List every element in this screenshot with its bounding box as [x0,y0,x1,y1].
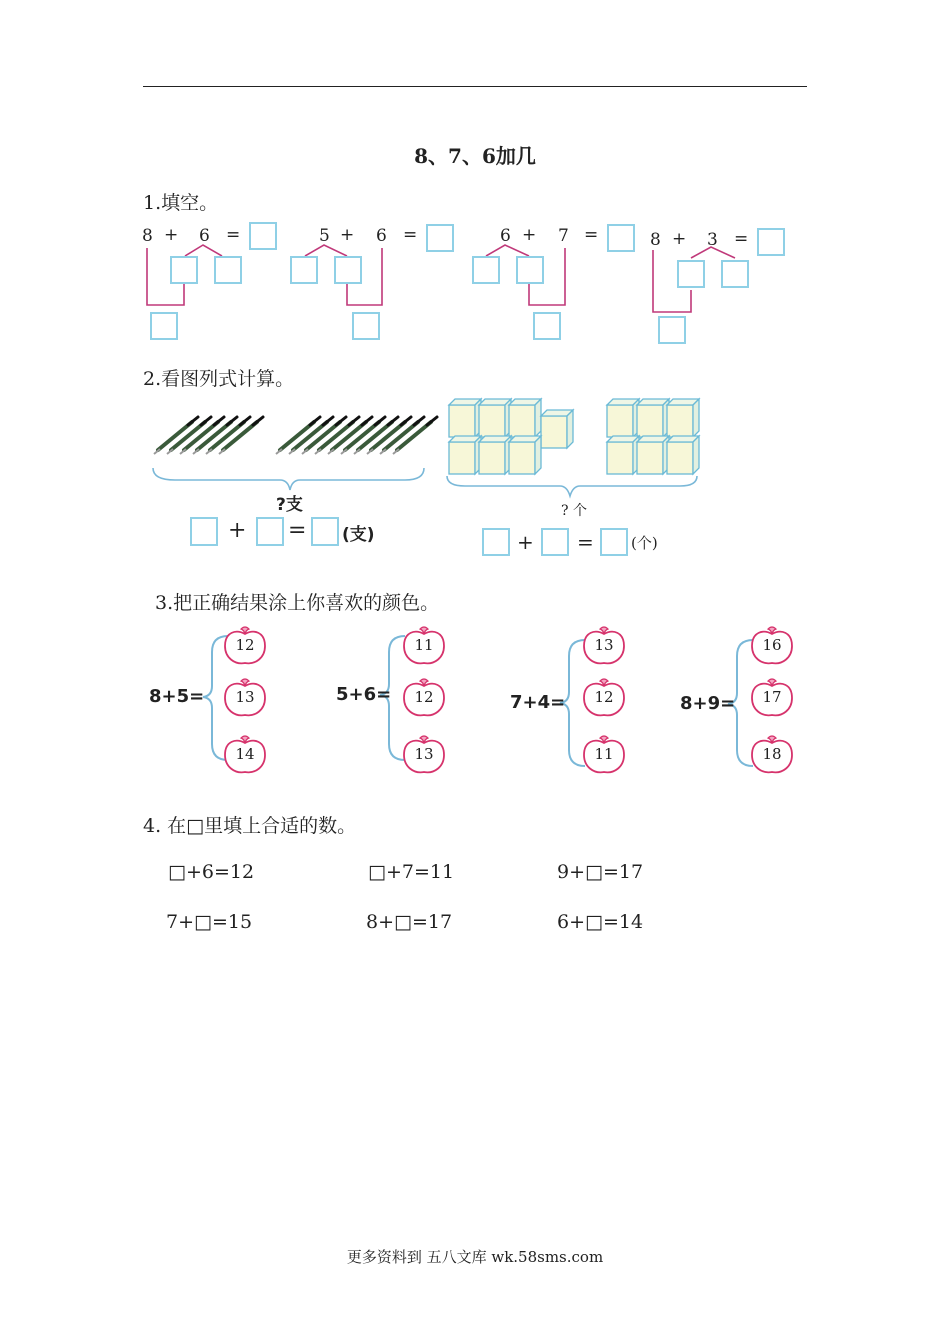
q4-equation-3: 9+□=17 [557,861,644,883]
q1-item3-op: + [522,225,537,245]
q3-apple-option[interactable] [222,676,268,718]
q1-item4-a: 8 [650,230,661,250]
q1-item4-eq: = [734,229,749,249]
q1-item4-answer-box[interactable] [757,228,785,256]
q1-item3-split-box-left[interactable] [472,256,500,284]
q1-item4-split-box-right[interactable] [721,260,749,288]
page-title: 8、7、6加几 [414,144,536,168]
q1-item1-op: + [164,225,179,245]
q3-apple-number: 12 [235,636,255,654]
q3-apple-option[interactable] [581,733,627,775]
q1-item3-answer-box[interactable] [607,224,635,252]
q3-expression-3: 7+4= [510,692,566,713]
q1-item4-b: 3 [707,230,718,250]
q2-right-unit: (个) [631,534,658,552]
q3-apple-number: 13 [594,636,614,654]
q3-apple-number: 13 [414,745,434,763]
pen-group-left [154,417,263,454]
q1-item1-eq: = [226,225,241,245]
q4-equation-1: □+6=12 [168,861,255,883]
q1-item3-sum-box[interactable] [533,312,561,340]
q1-item2-eq: = [403,225,418,245]
q3-apple-option[interactable] [401,676,447,718]
q4-equation-2: □+7=11 [368,861,455,883]
pen-group-right [276,417,437,454]
q1-item2-answer-box[interactable] [426,224,454,252]
q4-equation-4: 7+□=15 [166,911,253,933]
q1-item1-split-box-right[interactable] [214,256,242,284]
q2-left-unit: (支) [342,525,375,545]
q2-left-box-2[interactable] [256,517,284,546]
q4-heading: 4. 在□里填上合适的数。 [143,815,357,837]
q2-left-box-1[interactable] [190,517,218,546]
q3-apple-option[interactable] [222,733,268,775]
q3-apple-number: 11 [594,745,614,763]
q2-right-box-2[interactable] [541,528,569,556]
q2-left-label: ?支 [276,495,303,515]
q3-apple-option[interactable] [749,624,795,666]
q3-apple-number: 18 [762,745,782,763]
q1-item2-a: 5 [319,226,330,246]
q3-heading: 3.把正确结果涂上你喜欢的颜色。 [155,592,440,614]
q3-apple-option[interactable] [749,733,795,775]
q4-equation-6: 6+□=14 [557,911,644,933]
q3-apple-number: 13 [235,688,255,706]
q2-right-plus: + [517,530,534,554]
q2-heading: 2.看图列式计算。 [143,368,295,390]
q1-item2-sum-box[interactable] [352,312,380,340]
q3-apple-option[interactable] [401,624,447,666]
q3-apple-number: 12 [594,688,614,706]
q1-item2-split-box-left[interactable] [290,256,318,284]
q3-apple-number: 11 [414,636,434,654]
top-rule [143,86,807,87]
q3-apple-option[interactable] [222,624,268,666]
q1-item1-sum-box[interactable] [150,312,178,340]
q1-item1-b: 6 [199,226,210,246]
q1-heading: 1.填空。 [143,192,219,214]
q3-apple-option[interactable] [401,733,447,775]
q1-item1-split-box-left[interactable] [170,256,198,284]
q3-apple-number: 16 [762,636,782,654]
q4-equation-5: 8+□=17 [366,911,453,933]
q2-right-box-1[interactable] [482,528,510,556]
q3-apple-option[interactable] [581,624,627,666]
q2-left-plus: + [228,518,247,543]
q2-left-eq: = [288,518,307,543]
q3-apple-number: 14 [235,745,255,763]
q1-item2-op: + [340,225,355,245]
q1-item1-a: 8 [142,226,153,246]
q2-right-label: ? 个 [561,503,587,519]
q1-item2-split-box-right[interactable] [334,256,362,284]
q1-item3-split-box-right[interactable] [516,256,544,284]
q1-item4-op: + [672,229,687,249]
q2-left-box-3[interactable] [311,517,339,546]
q1-item4-split-box-left[interactable] [677,260,705,288]
q3-apple-number: 12 [414,688,434,706]
footer-text: 更多资料到 五八文库 wk.58sms.com [346,1248,604,1266]
q1-item3-a: 6 [500,226,511,246]
q3-expression-4: 8+9= [680,693,736,714]
q3-apple-option[interactable] [749,676,795,718]
q3-apple-option[interactable] [581,676,627,718]
q1-item1-answer-box[interactable] [249,222,277,250]
q1-item3-eq: = [584,225,599,245]
q3-expression-1: 8+5= [149,686,205,707]
q1-item4-sum-box[interactable] [658,316,686,344]
q2-right-box-3[interactable] [600,528,628,556]
q1-item3-b: 7 [558,226,569,246]
q3-apple-number: 17 [762,688,782,706]
q1-item2-b: 6 [376,226,387,246]
q2-right-eq: = [577,530,594,554]
q3-expression-2: 5+6= [336,684,392,705]
